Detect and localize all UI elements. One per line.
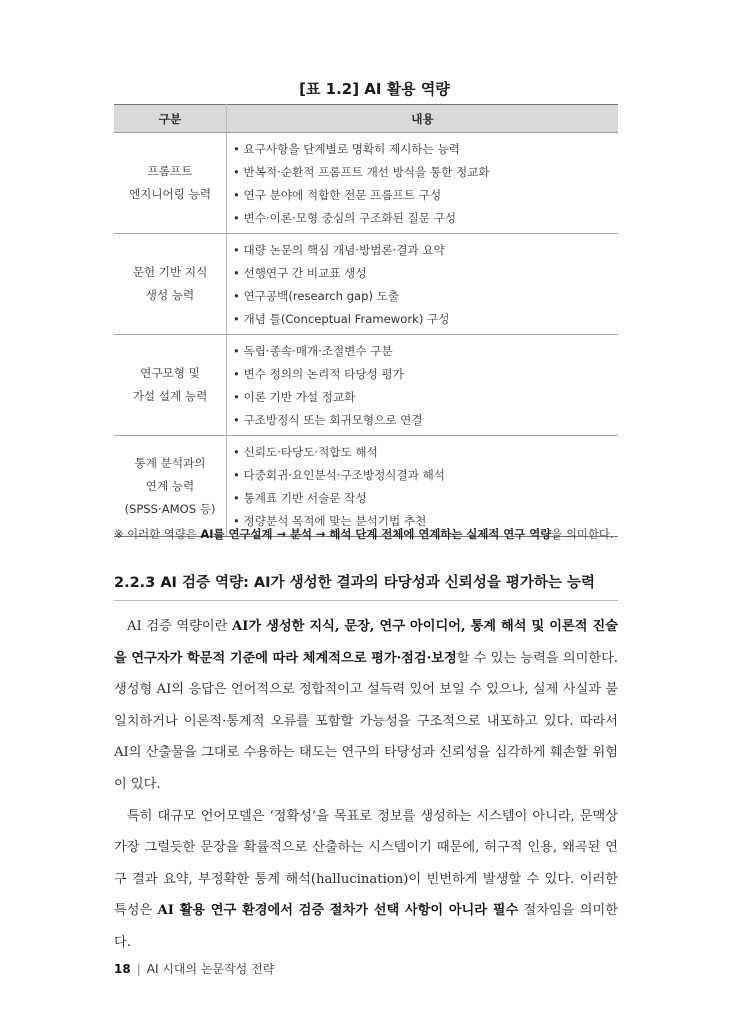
- section-heading: 2.2.3 AI 검증 역량: AI가 생성한 결과의 타당성과 신뢰성을 평가하는 능력: [114, 571, 618, 601]
- note-suffix: 을 의미한다.: [551, 527, 614, 541]
- list-item: • 연구 분야에 적합한 전문 프롬프트 구성: [233, 184, 618, 207]
- item-list: [233, 138, 618, 230]
- category-line: 가설 설계 능력: [132, 389, 208, 403]
- category-line: 문헌 기반 지식: [132, 265, 208, 279]
- table-row: [114, 436, 618, 537]
- list-item: • 신뢰도·타당도·적합도 해석: [233, 441, 618, 464]
- list-item: • 정량분석 목적에 맞는 분석기법 추천: [233, 510, 618, 533]
- item-list: [233, 340, 618, 432]
- category-line: (SPSS·AMOS 등): [124, 501, 216, 516]
- note-emphasis: AI를 연구설계 → 분석 → 해석 단계 전체에 연계하는 실제적 연구 역량: [200, 527, 552, 541]
- body-text: [114, 611, 618, 959]
- content-cell: [227, 234, 619, 335]
- page-number: 18: [114, 962, 131, 976]
- table-row: [114, 234, 618, 335]
- category-line: 통계 분석과의: [134, 455, 206, 470]
- list-item: • 다중회귀·요인분석·구조방정식결과 해석: [233, 464, 618, 487]
- ai-competency-table: [114, 104, 618, 537]
- header-category: 구분: [114, 105, 227, 133]
- list-item: • 독립·종속·매개·조절변수 구분: [233, 340, 618, 363]
- list-item: • 변수 정의의 논리적 타당성 평가: [233, 363, 618, 386]
- table-note: [114, 526, 634, 542]
- table-row: [114, 133, 618, 234]
- list-item: • 변수·이론·모형 중심의 구조화된 질문 구성: [233, 207, 618, 230]
- table-caption: [표 1.2] AI 활용 역량: [299, 80, 450, 98]
- category-cell: [114, 335, 227, 436]
- content-cell: [227, 335, 619, 436]
- page-footer: [114, 960, 274, 977]
- list-item: • 반복적·순환적 프롬프트 개선 방식을 통한 정교화: [233, 161, 618, 184]
- category-line: 생성 능력: [145, 288, 195, 302]
- item-list: [233, 441, 618, 533]
- table-header-row: [114, 105, 618, 133]
- category-line: 엔지니어링 능력: [128, 187, 212, 201]
- list-item: • 개념 틀(Conceptual Framework) 구성: [233, 308, 618, 331]
- header-content: 내용: [227, 105, 619, 133]
- content-cell: [227, 133, 619, 234]
- paragraph: [114, 611, 618, 801]
- footer-separator: |: [136, 962, 141, 976]
- list-item: • 요구사항을 단계별로 명확히 제시하는 능력: [233, 138, 618, 161]
- list-item: • 구조방정식 또는 회귀모형으로 연결: [233, 409, 618, 432]
- list-item: • 통계표 기반 서술문 작성: [233, 487, 618, 510]
- category-cell: [114, 436, 227, 537]
- list-item: • 이론 기반 가설 정교화: [233, 386, 618, 409]
- paragraph: [114, 801, 618, 959]
- category-line: 연계 능력: [145, 478, 195, 493]
- list-item: • 선행연구 간 비교표 생성: [233, 262, 618, 285]
- paragraph-text: 할 수 있는 능력을 의미한다. 생성형 AI의 응답은 언어적으로 정합적이고 설득력 있어 보일 수 있으나, 실제 사실과 불일치하거나 이론적·통계적 오류를 포함할 가능성을 구조적으로 내포하고 있다. 따라서 AI의 산출물을 그대로 수용하는 태도는 연구의 타당성과 신뢰성을 심각하게 훼손할 위험이 있다.: [114, 650, 618, 792]
- note-prefix: ※ 이러한 역량은: [114, 527, 201, 541]
- list-item: • 대량 논문의 핵심 개념·방법론·결과 요약: [233, 239, 618, 262]
- table-row: [114, 335, 618, 436]
- item-list: [233, 239, 618, 331]
- paragraph-text: 특히 대규모 언어모델은 ‘정확성’을 목표로 정보를 생성하는 시스템이 아니라, 문맥상 가장 그럴듯한 문장을 확률적으로 산출하는 시스템이기 때문에, 허구적 인용, 왜곡된 연구 결과 요약, 부정확한 통계 해석(hallucination)이 빈번하게 발생할 수 있다. 이러한 특성은: [114, 808, 618, 919]
- paragraph-emphasis: AI가 생성한 지식, 문장, 연구 아이디어, 통계 해석 및 이론적 진술을 연구자가 학문적 기준에 따라 체계적으로 평가·점검·보정: [114, 619, 618, 666]
- category-line: 프롬프트: [147, 164, 193, 178]
- paragraph-emphasis: AI 활용 연구 환경에서 검증 절차가 선택 사항이 아니라 필수: [157, 903, 519, 919]
- list-item: • 연구공백(research gap) 도출: [233, 285, 618, 308]
- paragraph-text: 절차임을 의미한다.: [114, 903, 618, 950]
- content-cell: [227, 436, 619, 537]
- paragraph-text: AI 검증 역량이란: [127, 619, 232, 634]
- category-cell: [114, 234, 227, 335]
- category-line: 연구모형 및: [140, 366, 200, 380]
- book-title: AI 시대의 논문작성 전략: [146, 962, 275, 976]
- category-cell: [114, 133, 227, 234]
